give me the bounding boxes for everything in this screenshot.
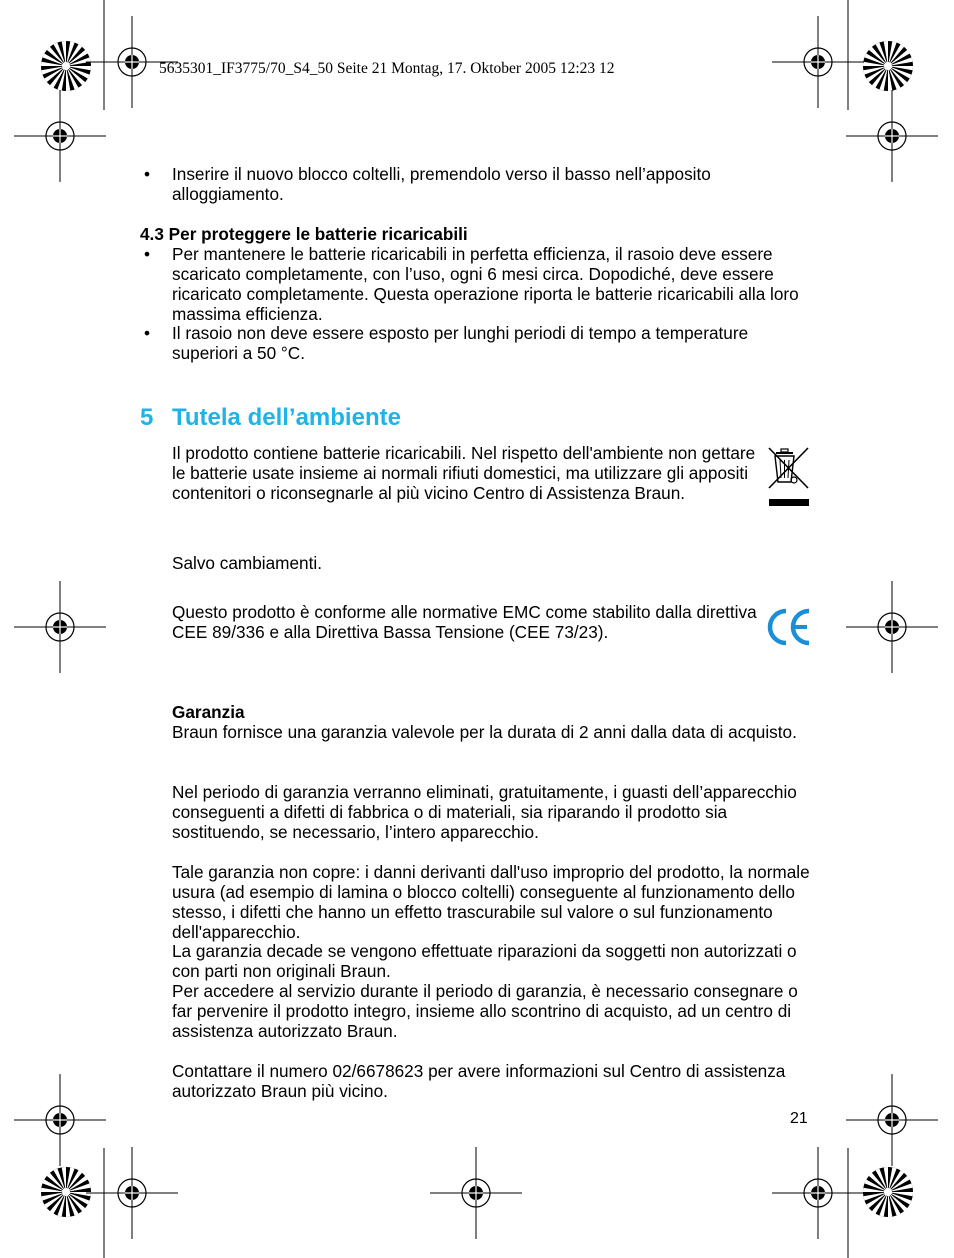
section-number: 5 xyxy=(140,404,154,431)
list-item: Per mantenere le batterie ricaricabili in perfetta efficienza, il rasoio deve essere scaricato completamente, con l’uso, ogni 6 mesi circa. Dopodiché, deve essere ricaricato completamente. Questa operazione riporta le batterie ricaricabili alla loro massima efficienza. xyxy=(172,244,799,324)
list-item: Inserire il nuovo blocco coltelli, premendolo verso il basso nell’apposito alloggiamento. xyxy=(172,164,711,204)
registration-mark-icon xyxy=(846,581,938,673)
registration-mark-icon xyxy=(14,90,106,182)
color-target-icon xyxy=(41,1167,91,1217)
warranty-paragraph: Braun fornisce una garanzia valevole per la durata di 2 anni dalla data di acquisto. xyxy=(172,722,797,742)
color-target-icon xyxy=(863,1167,913,1217)
registration-mark-icon xyxy=(846,1074,938,1166)
warranty-paragraph: Per accedere al servizio durante il periodo di garanzia, è necessario consegnare o far pervenire il prodotto integro, insieme allo scontrino di acquisto, ad un centro di assistenza autorizzato Braun. xyxy=(172,981,798,1041)
registration-mark-icon xyxy=(14,581,106,673)
bullet-mark: • xyxy=(144,244,151,264)
emc-paragraph: Questo prodotto è conforme alle normative EMC come stabilito dalla direttiva CEE 89/336 e alla Direttiva Bassa Tensione (CEE 73/23). xyxy=(172,602,757,642)
changes-note: Salvo cambiamenti. xyxy=(172,553,322,573)
page-number: 21 xyxy=(790,1110,808,1127)
environment-paragraph: Il prodotto contiene batterie ricaricabili. Nel rispetto dell'ambiente non gettare le batterie usate insieme ai normali rifiuti domestici, ma utilizzare gli appositi contenitori o riconsegnarle al più vicino Centro di Assistenza Braun. xyxy=(172,443,756,503)
section-title-text: Tutela dell’ambiente xyxy=(172,404,401,431)
sub-section-title: 4.3 Per proteggere le batterie ricaricabili xyxy=(140,224,468,244)
registration-mark-icon xyxy=(430,1147,522,1239)
crossed-bin-icon xyxy=(766,446,812,508)
registration-mark-icon xyxy=(772,1147,864,1239)
color-target-icon xyxy=(863,41,913,91)
registration-mark-icon xyxy=(846,90,938,182)
warranty-heading: Garanzia xyxy=(172,702,245,722)
warranty-paragraph: La garanzia decade se vengono effettuate riparazioni da soggetti non autorizzati o con parti non originali Braun. xyxy=(172,941,797,981)
warranty-paragraph: Nel periodo di garanzia verranno eliminati, gratuitamente, i guasti dell’apparecchio conseguenti a difetti di fabbrica o di materiali, sia riparando il prodotto sia sostituendo, se necessario, l’intero apparecchio. xyxy=(172,782,797,842)
registration-mark-icon xyxy=(14,1074,106,1166)
warranty-paragraph: Contattare il numero 02/6678623 per avere informazioni sul Centro di assistenza autorizzato Braun più vicino. xyxy=(172,1061,786,1101)
section-title xyxy=(140,403,401,433)
bullet-mark: • xyxy=(144,323,151,343)
registration-mark-icon xyxy=(772,16,864,108)
warranty-paragraph: Tale garanzia non copre: i danni derivanti dall'uso improprio del prodotto, la normale usura (ad esempio di lamina o blocco coltelli) conseguente al funzionamento dello stesso, i difetti che hanno un effetto trascurabile sul valore o sul funzionamento dell'apparecchio. xyxy=(172,862,810,942)
registration-mark-icon xyxy=(86,1147,178,1239)
list-item: Il rasoio non deve essere esposto per lunghi periodi di tempo a temperature superiori a 50 °C. xyxy=(172,323,749,363)
color-target-icon xyxy=(41,41,91,91)
ce-mark-icon xyxy=(766,606,814,648)
bullet-mark: • xyxy=(144,164,151,184)
print-slug: 5635301_IF3775/70_S4_50 Seite 21 Montag, 17. Oktober 2005 12:23 12 xyxy=(159,60,615,77)
